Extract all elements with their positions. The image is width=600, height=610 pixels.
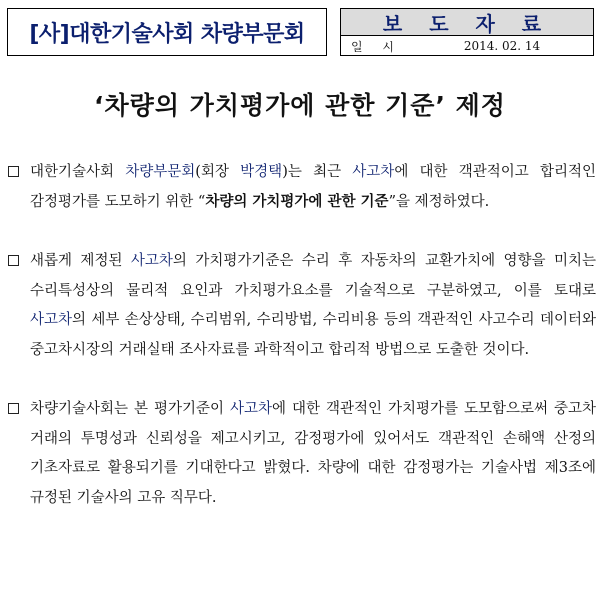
checkbox-bullet-icon — [8, 255, 19, 266]
highlighted-term: 사고차 — [229, 401, 273, 417]
text-segment: ”을 제정하였다. — [388, 193, 490, 210]
highlighted-term: 사고차 — [130, 253, 173, 269]
paragraph-text — [30, 253, 596, 358]
checkbox-bullet-icon — [8, 166, 19, 177]
date-row — [341, 36, 593, 56]
highlighted-term: 박경택 — [240, 164, 283, 180]
checkbox-bullet-icon — [8, 403, 19, 414]
text-segment: 차량기술사회는 본 평가기준이 — [30, 401, 230, 417]
paragraph-text — [30, 164, 596, 210]
text-segment: 대한기술사회 — [30, 164, 126, 180]
article-body — [6, 158, 596, 543]
paragraph-text — [30, 401, 596, 506]
press-release-box — [340, 8, 594, 56]
emphasized-text: 차량의 가치평가에 관한 기준 — [205, 193, 389, 210]
header — [0, 0, 600, 62]
highlighted-term: 사고차 — [352, 164, 395, 180]
paragraph-2 — [6, 247, 596, 365]
organization-name: [사]대한기술사회 차량부문회 — [7, 8, 327, 56]
text-segment: (회장 — [195, 164, 241, 180]
text-segment: 의 가치평가기준은 수리 후 자동차의 교환가치에 영향을 미치는 수리특성상의 물리적 요인과 가치평가요소를 기술적으로 구분하였고, 이를 토대로 — [30, 253, 596, 299]
highlighted-term: 사고차 — [30, 312, 73, 328]
press-release-label: 보 도 자 료 — [341, 9, 593, 36]
page-title: ‘차량의 가치평가에 관한 기준’ 제정 — [94, 91, 506, 120]
text-segment: 에 대한 객관적이고 합리적인 감정평가를 도모하기 위한 “ — [30, 164, 596, 210]
paragraph-3 — [6, 395, 596, 513]
date-value: 2014. 02. 14 — [463, 39, 541, 53]
text-segment: 에 대한 객관적인 가치평가를 도모함으로써 중고차 거래의 투명성과 신뢰성을 제고시키고, 감정평가에 있어서도 객관적인 손해액 산정의 기초자료로 활용되기를 기대한다고 밝혔다. 차량에 대한 감정평가는 기술사법 제3조에 규정된 기술사의 고유 직무다. — [30, 401, 596, 506]
text-segment: 새롭게 제정된 — [30, 253, 131, 269]
highlighted-term: 차량부문회 — [125, 164, 196, 180]
date-label: 일 시 — [351, 39, 402, 54]
paragraph-1 — [6, 158, 596, 217]
text-segment: 의 세부 손상상태, 수리범위, 수리방법, 수리비용 등의 객관적인 사고수리 데이터와 중고차시장의 거래실태 조사자료를 과학적이고 합리적 방법으로 도출한 것이다. — [30, 312, 596, 358]
text-segment: )는 최근 — [282, 164, 353, 180]
